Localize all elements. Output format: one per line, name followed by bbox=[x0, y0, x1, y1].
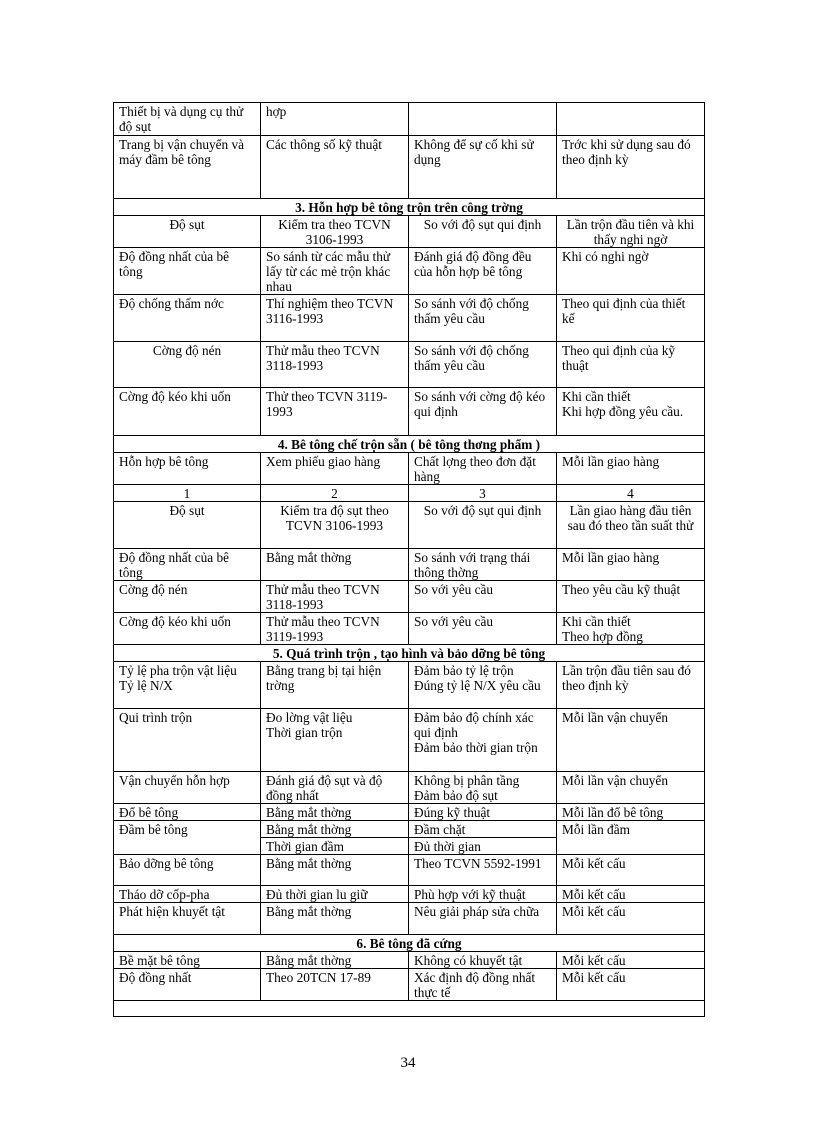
table-cell-frequency: Mỗi lần giao hàng bbox=[557, 549, 705, 581]
table-cell-criterion: Độ đồng nhất của bê tông bbox=[114, 248, 261, 295]
empty-row-cell bbox=[114, 1001, 705, 1017]
table-row bbox=[114, 804, 705, 821]
table-cell-criterion: Độ đồng nhất bbox=[114, 969, 261, 1001]
table-cell-criterion: Cờng độ nén bbox=[114, 581, 261, 613]
table-cell-criterion: Độ chống thấm nớc bbox=[114, 295, 261, 342]
table-cell-requirement bbox=[409, 103, 557, 136]
table-cell-criterion: Độ sụt bbox=[114, 216, 261, 248]
table-row bbox=[114, 903, 705, 935]
table-cell-requirement: 3 bbox=[409, 485, 557, 502]
table-cell-criterion: Qui trình trộn bbox=[114, 709, 261, 772]
table-cell-frequency: Khi cần thiết Theo hợp đồng bbox=[557, 613, 705, 645]
table-cell-requirement: So sánh với độ chống thấm yêu cầu bbox=[409, 295, 557, 342]
table-cell-criterion: Bảo dỡng bê tông bbox=[114, 855, 261, 886]
table-cell-method: hợp bbox=[261, 103, 409, 136]
table-cell-method: Kiểm tra theo TCVN 3106-1993 bbox=[261, 216, 409, 248]
table-cell-method: Bằng mắt thờng bbox=[261, 821, 409, 838]
table-cell-requirement: So sánh với cờng độ kéo qui định bbox=[409, 388, 557, 436]
table-cell-requirement: So sánh với trạng thái thông thờng bbox=[409, 549, 557, 581]
quality-control-table bbox=[113, 102, 705, 1017]
table-cell-criterion: Cờng độ kéo khi uốn bbox=[114, 613, 261, 645]
table-row bbox=[114, 886, 705, 903]
table-row bbox=[114, 1001, 705, 1017]
table-cell-frequency: Theo qui định của thiết kế bbox=[557, 295, 705, 342]
table-cell-requirement: Theo TCVN 5592-1991 bbox=[409, 855, 557, 886]
table-cell-criterion: Đổ bê tông bbox=[114, 804, 261, 821]
table-cell-method: Thí nghiệm theo TCVN 3116-1993 bbox=[261, 295, 409, 342]
table-cell-frequency: Mỗi kết cấu bbox=[557, 903, 705, 935]
table-cell-requirement: Xác định độ đồng nhất thực tế bbox=[409, 969, 557, 1001]
table-cell-requirement: So sánh với độ chống thấm yêu cầu bbox=[409, 342, 557, 388]
table-cell-frequency: Mỗi kết cấu bbox=[557, 952, 705, 969]
table-cell-criterion: Đầm bê tông bbox=[114, 821, 261, 855]
table-cell-criterion: Phát hiện khuyết tật bbox=[114, 903, 261, 935]
table-cell-method: So sánh từ các mẫu thử lấy từ các mẻ trộn khác nhau bbox=[261, 248, 409, 295]
table-row bbox=[114, 709, 705, 772]
table-row bbox=[114, 103, 705, 136]
section-heading-row bbox=[114, 199, 705, 216]
table-cell-frequency: Mỗi lần đổ bê tông bbox=[557, 804, 705, 821]
table-cell-criterion: Tháo dỡ cốp-pha bbox=[114, 886, 261, 903]
table-cell-criterion: Cờng độ nén bbox=[114, 342, 261, 388]
table-cell-criterion: 1 bbox=[114, 485, 261, 502]
table-cell-frequency: Mỗi lần giao hàng bbox=[557, 453, 705, 485]
table-cell-method: Đánh giá độ sụt và độ đồng nhất bbox=[261, 772, 409, 804]
table-cell-requirement: So với độ sụt qui định bbox=[409, 216, 557, 248]
section-heading: 3. Hỗn hợp bê tông trộn trên công trờng bbox=[114, 199, 705, 216]
table-cell-method: Thử mẫu theo TCVN 3118-1993 bbox=[261, 342, 409, 388]
table-cell-requirement: So với độ sụt qui định bbox=[409, 502, 557, 549]
page-number: 34 bbox=[400, 1055, 416, 1071]
table-cell-frequency: Mỗi lần vận chuyển bbox=[557, 709, 705, 772]
table-cell-requirement: Không bị phân tầng Đảm bảo độ sụt bbox=[409, 772, 557, 804]
table-cell-method: Thử theo TCVN 3119-1993 bbox=[261, 388, 409, 436]
section-heading-row bbox=[114, 935, 705, 952]
table-cell-method: Theo 20TCN 17-89 bbox=[261, 969, 409, 1001]
table-cell-frequency: Mỗi lần vận chuyển bbox=[557, 772, 705, 804]
table-cell-requirement: So với yêu cầu bbox=[409, 581, 557, 613]
table-cell-frequency bbox=[557, 103, 705, 136]
table-cell-frequency: 4 bbox=[557, 485, 705, 502]
section-heading-row bbox=[114, 436, 705, 453]
table-cell-requirement: Đảm bảo độ chính xác qui định Đảm bảo thời gian trộn bbox=[409, 709, 557, 772]
table-cell-requirement: Không để sự cố khi sử dụng bbox=[409, 136, 557, 199]
table-cell-frequency: Lần giao hàng đầu tiên sau đó theo tần suất thử bbox=[557, 502, 705, 549]
table-cell-method: Xem phiếu giao hàng bbox=[261, 453, 409, 485]
table-cell-method: 2 bbox=[261, 485, 409, 502]
table-row bbox=[114, 216, 705, 248]
table-cell-method: Bằng mắt thờng bbox=[261, 952, 409, 969]
table-cell-criterion: Bề mặt bê tông bbox=[114, 952, 261, 969]
table-row bbox=[114, 772, 705, 804]
table-row bbox=[114, 502, 705, 549]
table-cell-criterion: Độ đồng nhất của bê tông bbox=[114, 549, 261, 581]
table-cell-method: Đủ thời gian lu giữ bbox=[261, 886, 409, 903]
table-cell-criterion: Vận chuyển hỗn hợp bbox=[114, 772, 261, 804]
table-cell-method: Bằng mắt thờng bbox=[261, 855, 409, 886]
table-cell-method: Bằng trang bị tại hiện trờng bbox=[261, 662, 409, 709]
section-heading: 6. Bê tông đã cứng bbox=[114, 935, 705, 952]
table-cell-criterion: Tỷ lệ pha trộn vật liệu Tỷ lệ N/X bbox=[114, 662, 261, 709]
table-cell-method: Các thông số kỹ thuật bbox=[261, 136, 409, 199]
table-cell-method: Bằng mắt thờng bbox=[261, 549, 409, 581]
table-cell-criterion: Hỗn hợp bê tông bbox=[114, 453, 261, 485]
table-cell-frequency: Mỗi kết cấu bbox=[557, 855, 705, 886]
section-heading: 5. Quá trình trộn , tạo hình và bảo dỡng bê tông bbox=[114, 645, 705, 662]
table-row bbox=[114, 855, 705, 886]
table-row bbox=[114, 613, 705, 645]
table-cell-requirement: Đầm chặt bbox=[409, 821, 557, 838]
table-cell-frequency: Khi cần thiết Khi hợp đồng yêu cầu. bbox=[557, 388, 705, 436]
section-heading-row bbox=[114, 645, 705, 662]
table-cell-criterion: Độ sụt bbox=[114, 502, 261, 549]
table-cell-method: Thử mẫu theo TCVN 3118-1993 bbox=[261, 581, 409, 613]
table-row bbox=[114, 485, 705, 502]
table-row bbox=[114, 662, 705, 709]
table-cell-requirement: Chất lợng theo đơn đặt hàng bbox=[409, 453, 557, 485]
table-row bbox=[114, 248, 705, 295]
table-cell-criterion: Cờng độ kéo khi uốn bbox=[114, 388, 261, 436]
table-cell-frequency: Lần trộn đầu tiên và khi thấy nghi ngờ bbox=[557, 216, 705, 248]
table-cell-criterion: Thiết bị và dụng cụ thử độ sụt bbox=[114, 103, 261, 136]
table-cell-requirement: So với yêu cầu bbox=[409, 613, 557, 645]
table-cell-requirement: Đủ thời gian bbox=[409, 838, 557, 855]
table-cell-requirement: Đúng kỹ thuật bbox=[409, 804, 557, 821]
table-cell-method: Thử mẫu theo TCVN 3119-1993 bbox=[261, 613, 409, 645]
table-cell-frequency: Mỗi kết cấu bbox=[557, 886, 705, 903]
table-cell-frequency: Trớc khi sử dụng sau đó theo định kỳ bbox=[557, 136, 705, 199]
table-cell-requirement: Đảm bảo tỷ lệ trộn Đúng tỷ lệ N/X yêu cầu bbox=[409, 662, 557, 709]
table-cell-method: Đo lờng vật liệu Thời gian trộn bbox=[261, 709, 409, 772]
table-cell-method: Bằng mắt thờng bbox=[261, 804, 409, 821]
table-row bbox=[114, 295, 705, 342]
table-cell-frequency: Mỗi lần đầm bbox=[557, 821, 705, 855]
table-row bbox=[114, 342, 705, 388]
table-cell-requirement: Phù hợp với kỹ thuật bbox=[409, 886, 557, 903]
table-cell-method: Kiểm tra độ sụt theo TCVN 3106-1993 bbox=[261, 502, 409, 549]
table-cell-criterion: Trang bị vận chuyển và máy đầm bê tông bbox=[114, 136, 261, 199]
table-row bbox=[114, 821, 705, 838]
table-cell-requirement: Đánh giá độ đồng đều của hỗn hợp bê tông bbox=[409, 248, 557, 295]
table-row bbox=[114, 952, 705, 969]
table-cell-method: Thời gian đầm bbox=[261, 838, 409, 855]
table-cell-requirement: Không có khuyết tật bbox=[409, 952, 557, 969]
table-row bbox=[114, 136, 705, 199]
table-row bbox=[114, 549, 705, 581]
table-row bbox=[114, 581, 705, 613]
table-cell-frequency: Lần trộn đầu tiên sau đó theo định kỳ bbox=[557, 662, 705, 709]
table-cell-method: Bằng mắt thờng bbox=[261, 903, 409, 935]
table-row bbox=[114, 453, 705, 485]
table-row bbox=[114, 969, 705, 1001]
table-row bbox=[114, 388, 705, 436]
table-cell-frequency: Theo qui định của kỹ thuật bbox=[557, 342, 705, 388]
table-cell-frequency: Theo yêu cầu kỹ thuật bbox=[557, 581, 705, 613]
table-cell-frequency: Mỗi kết cấu bbox=[557, 969, 705, 1001]
table-cell-requirement: Nêu giải pháp sửa chữa bbox=[409, 903, 557, 935]
table-cell-frequency: Khi có nghi ngờ bbox=[557, 248, 705, 295]
section-heading: 4. Bê tông chế trộn sẵn ( bê tông thơng phẩm ) bbox=[114, 436, 705, 453]
